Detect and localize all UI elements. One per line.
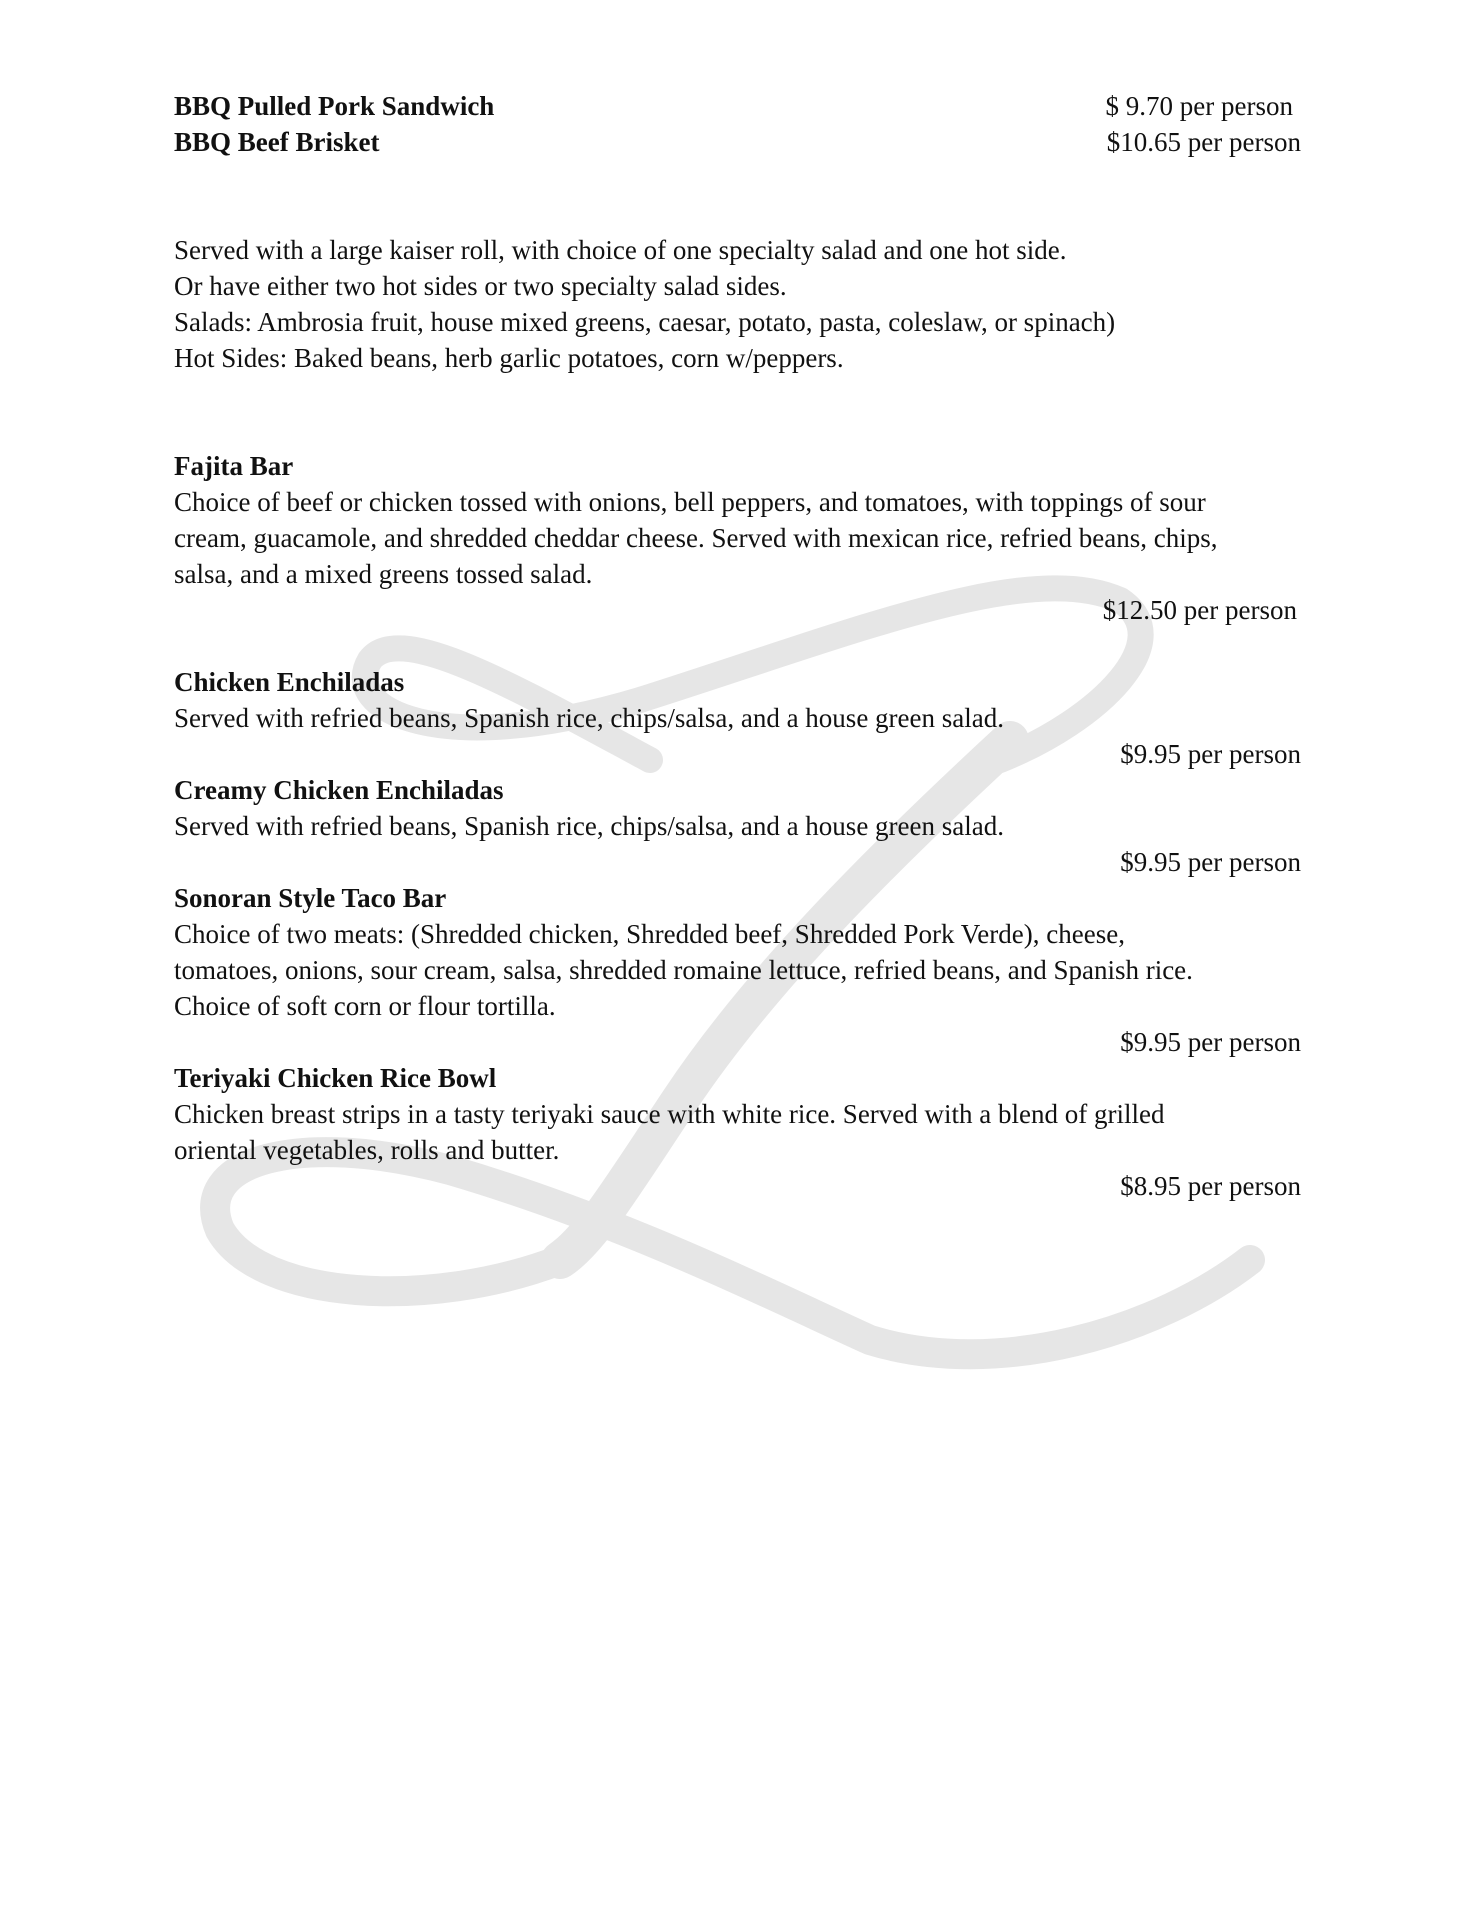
fajita-description-line: cream, guacamole, and shredded cheddar cheese. Served with mexican rice, refried beans, chips, xyxy=(174,523,1218,553)
bbq-description-line: Or have either two hot sides or two specialty salad sides. xyxy=(174,271,787,301)
teriyaki-description-line: Chicken breast strips in a tasty teriyaki sauce with white rice. Served with a blend of grilled xyxy=(174,1099,1165,1129)
teriyaki-description-line: oriental vegetables, rolls and butter. xyxy=(174,1135,560,1165)
enchiladas-description-line: Served with refried beans, Spanish rice, chips/salsa, and a house green salad. xyxy=(174,703,1004,733)
creamy-enchiladas-description-line: Served with refried beans, Spanish rice, chips/salsa, and a house green salad. xyxy=(174,811,1004,841)
taco-bar-description-line: tomatoes, onions, sour cream, salsa, shredded romaine lettuce, refried beans, and Spanish rice. xyxy=(174,955,1193,985)
price-creamy-chicken-enchiladas: $9.95 per person xyxy=(1120,847,1301,877)
menu-item-teriyaki-rice-bowl: Teriyaki Chicken Rice Bowl xyxy=(174,1063,497,1093)
fajita-description-line: salsa, and a mixed greens tossed salad. xyxy=(174,559,593,589)
price-fajita-bar: $12.50 per person xyxy=(1102,595,1297,625)
menu-item-bbq-beef-brisket: BBQ Beef Brisket xyxy=(174,127,380,157)
menu-item-chicken-enchiladas: Chicken Enchiladas xyxy=(174,667,405,697)
menu-item-sonoran-taco-bar: Sonoran Style Taco Bar xyxy=(174,883,447,913)
price-chicken-enchiladas: $9.95 per person xyxy=(1120,739,1301,769)
menu-item-bbq-pulled-pork: BBQ Pulled Pork Sandwich xyxy=(174,91,495,121)
fajita-description-line: Choice of beef or chicken tossed with onions, bell peppers, and tomatoes, with toppings of sour xyxy=(174,487,1206,517)
price-teriyaki-rice-bowl: $8.95 per person xyxy=(1120,1171,1301,1201)
bbq-description-line: Served with a large kaiser roll, with choice of one specialty salad and one hot side. xyxy=(174,235,1067,265)
price-bbq-pulled-pork: $ 9.70 per person xyxy=(1105,91,1293,121)
price-sonoran-taco-bar: $9.95 per person xyxy=(1120,1027,1301,1057)
bbq-description-line: Hot Sides: Baked beans, herb garlic potatoes, corn w/peppers. xyxy=(174,343,844,373)
price-bbq-beef-brisket: $10.65 per person xyxy=(1106,127,1301,157)
bbq-description-line: Salads: Ambrosia fruit, house mixed greens, caesar, potato, pasta, coleslaw, or spinach) xyxy=(174,307,1116,337)
menu-item-creamy-chicken-enchiladas: Creamy Chicken Enchiladas xyxy=(174,775,504,805)
menu-item-fajita-bar: Fajita Bar xyxy=(174,451,294,481)
taco-bar-description-line: Choice of soft corn or flour tortilla. xyxy=(174,991,556,1021)
taco-bar-description-line: Choice of two meats: (Shredded chicken, Shredded beef, Shredded Pork Verde), cheese, xyxy=(174,919,1125,949)
